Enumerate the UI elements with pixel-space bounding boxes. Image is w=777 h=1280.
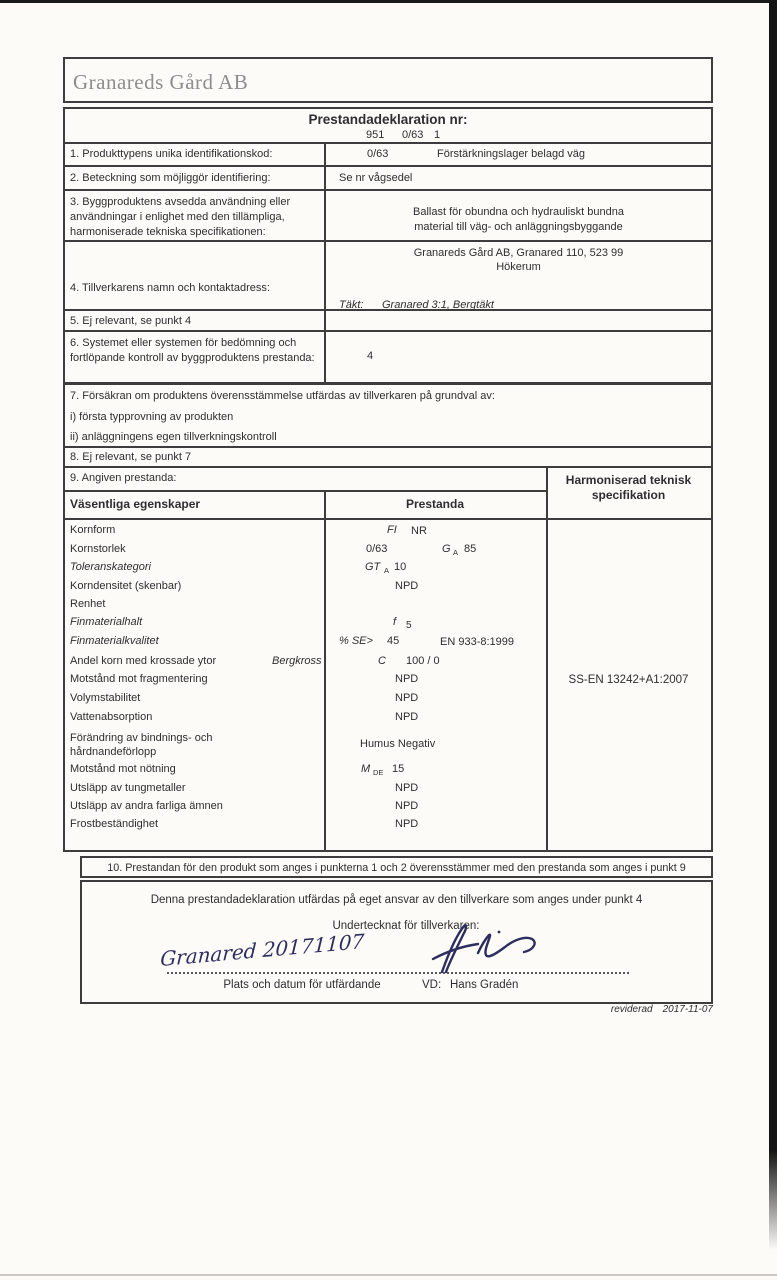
doc-number-part3: 1 <box>434 129 441 141</box>
properties-column-header: Väsentliga egenskaper <box>70 497 201 511</box>
perf-label: Frostbeständighet <box>70 818 159 830</box>
perf-value: Humus Negativ <box>360 738 436 750</box>
row-8-label: 8. Ej relevant, se punkt 7 <box>70 451 192 463</box>
row-4-takt-label: Täkt: <box>339 299 364 311</box>
row-6-value: 4 <box>367 350 374 362</box>
perf-row-frostbestandighet <box>65 818 713 834</box>
perf-value: NR <box>411 525 427 537</box>
perf-label: Volymstabilitet <box>70 692 141 704</box>
perf-label: Förändring av bindnings- och hårdnandeförlopp <box>70 732 213 758</box>
perf-label: Motstånd mot fragmentering <box>70 673 208 685</box>
row-5-label: 5. Ej relevant, se punkt 4 <box>70 315 192 327</box>
perf-value: 5 <box>406 620 412 631</box>
perf-label: Utsläpp av tungmetaller <box>70 782 186 794</box>
row-2-value: Se nr vågsedel <box>339 172 413 184</box>
perf-row-vattenabsorption <box>65 711 713 727</box>
place-date-label: Plats och datum för utfärdande <box>223 979 381 991</box>
table-line <box>65 240 711 242</box>
perf-symbol: f <box>393 616 397 628</box>
row-1-value: Förstärkningslager belagd väg <box>437 148 585 160</box>
perf-row-korndensitet <box>65 580 713 596</box>
table-line <box>65 382 711 385</box>
scan-edge-right <box>769 0 777 1250</box>
perf-value: 0/63 <box>366 543 388 555</box>
perf-symbol: % SE> <box>339 635 373 647</box>
signed-for-text: Undertecknat för tillverkaren: <box>332 920 480 932</box>
perf-value: NPD <box>395 782 419 794</box>
row-6-label: 6. Systemet eller systemen för bedömning och fortlöpande kontroll av byggproduktens prestanda: <box>70 337 315 364</box>
row-7-line3: ii) anläggningens egen tillverkningskontroll <box>70 431 277 443</box>
perf-row-toleranskategori <box>65 561 713 577</box>
row-2-label: 2. Beteckning som möjliggör identifiering: <box>70 172 271 184</box>
table-line <box>65 446 711 448</box>
perf-label: Toleranskategori <box>70 561 151 573</box>
perf-label: Vattenabsorption <box>70 711 153 723</box>
row-9-label: 9. Angiven prestanda: <box>70 472 177 484</box>
table-line <box>65 518 711 520</box>
perf-value: 45 <box>387 635 400 647</box>
row-1-label: 1. Produkttypens unika identifikationskod: <box>70 148 273 160</box>
perf-value: 15 <box>392 763 405 775</box>
table-line <box>65 189 711 191</box>
perf-extra: 85 <box>464 543 477 555</box>
perf-symbol: M <box>361 763 371 775</box>
row-4-label: 4. Tillverkarens namn och kontaktadress: <box>70 282 270 294</box>
company-header-box <box>63 57 713 103</box>
row-3-value-line1: Ballast för obundna och hydrauliskt bundna <box>413 206 624 218</box>
perf-label: Renhet <box>70 598 106 610</box>
table-line <box>65 330 711 332</box>
doc-title: Prestandadeklaration nr: <box>308 112 468 127</box>
table-line <box>65 142 711 144</box>
perf-label: Finmaterialkvalitet <box>70 635 159 647</box>
row-4-value-line1: Granareds Gård AB, Granared 110, 523 99 <box>413 247 624 259</box>
perf-value: NPD <box>395 711 419 723</box>
perf-label: Utsläpp av andra farliga ämnen <box>70 800 223 812</box>
perf-symbol-sub: A <box>384 566 390 575</box>
company-name: Granareds Gård AB <box>73 70 249 94</box>
perf-row-tungmetaller <box>65 782 713 798</box>
spec-column-header-line1: Harmoniserad teknisk <box>565 473 692 487</box>
perf-label: Andel korn med krossade ytor <box>70 655 217 667</box>
table-line <box>65 466 711 468</box>
perf-row-fragmentering <box>65 673 713 689</box>
row-4-value-line2: Hökerum <box>496 261 541 273</box>
signature-box <box>80 880 713 1004</box>
perf-row-farliga-amnen <box>65 800 713 816</box>
perf-extra: EN 933-8:1999 <box>440 636 514 648</box>
perf-row-finmaterialkvalitet <box>65 635 713 651</box>
row-7-line1: 7. Försäkran om produktens överensstämmelse utfärdas av tillverkaren på grundval av: <box>70 390 495 402</box>
row-3-value-line2: material till väg- och anläggningsbyggande <box>414 221 623 233</box>
perf-label: Finmaterialhalt <box>70 616 143 628</box>
perf-value: NPD <box>395 818 419 830</box>
revised-label: reviderad <box>610 1004 653 1015</box>
spec-value: SS-EN 13242+A1:2007 <box>568 674 689 686</box>
revised-note <box>545 1004 713 1015</box>
perf-value: 100 / 0 <box>406 655 440 667</box>
perf-label: Korndensitet (skenbar) <box>70 580 182 592</box>
performance-column-header: Prestanda <box>405 497 465 511</box>
perf-row-notning <box>65 763 713 779</box>
perf-value: NPD <box>395 580 419 592</box>
perf-symbol: FI <box>387 524 397 536</box>
place-date-signature: Granared 20171107 <box>159 928 365 972</box>
perf-symbol: G <box>442 543 451 555</box>
perf-row-kornform <box>65 524 713 540</box>
perf-row-andel-korn <box>65 655 713 671</box>
perf-row-forandring <box>65 731 713 761</box>
row-1-code: 0/63 <box>367 148 389 160</box>
perf-symbol: C <box>378 655 386 667</box>
row-10-box <box>80 856 713 878</box>
perf-label: Kornstorlek <box>70 543 126 555</box>
spec-column-header-line2: specifikation <box>591 488 666 502</box>
row-7-line2: i) första typprovning av produkten <box>70 411 234 423</box>
perf-row-volymstabilitet <box>65 692 713 708</box>
perf-label: Motstånd mot nötning <box>70 763 176 775</box>
perf-symbol-sub: A <box>453 548 459 557</box>
perf-row-kornstorlek <box>65 543 713 559</box>
perf-value: NPD <box>395 800 419 812</box>
perf-symbol-sub: DE <box>373 768 384 777</box>
revised-date: 2017-11-07 <box>662 1004 713 1015</box>
row-4-takt-value: Granared 3:1, Bergtäkt <box>382 299 494 311</box>
scan-edge-bottom <box>0 1274 777 1276</box>
perf-value: 10 <box>394 561 407 573</box>
vd-label: VD: <box>422 979 442 991</box>
main-table <box>63 107 713 852</box>
signature-line <box>167 972 629 974</box>
vd-name: Hans Gradén <box>450 979 519 991</box>
ceo-signature <box>420 922 548 976</box>
perf-value: NPD <box>395 692 419 704</box>
perf-label: Kornform <box>70 524 116 536</box>
table-line <box>65 490 546 492</box>
scan-edge-top <box>0 0 777 3</box>
perf-value: NPD <box>395 673 419 685</box>
perf-symbol: GT <box>365 561 381 573</box>
perf-note: Bergkross <box>272 655 322 667</box>
declaration-text: Denna prestandadeklaration utfärdas på eget ansvar av den tillverkare som anges under punkt 4 <box>150 894 643 906</box>
perf-row-renhet <box>65 598 713 614</box>
row-10-text: 10. Prestandan för den produkt som anges i punkterna 1 och 2 överensstämmer med den prestanda som anges i punkt 9 <box>107 862 686 874</box>
doc-number-part2: 0/63 <box>402 129 424 141</box>
perf-row-finmaterialhalt <box>65 616 713 632</box>
table-line <box>65 165 711 167</box>
row-3-label: 3. Byggproduktens avsedda användning eller användningar i enlighet med den tillämpliga, harmoniserade tekniska specifikationen: <box>70 196 291 238</box>
doc-number-part1: 951 <box>366 129 385 141</box>
